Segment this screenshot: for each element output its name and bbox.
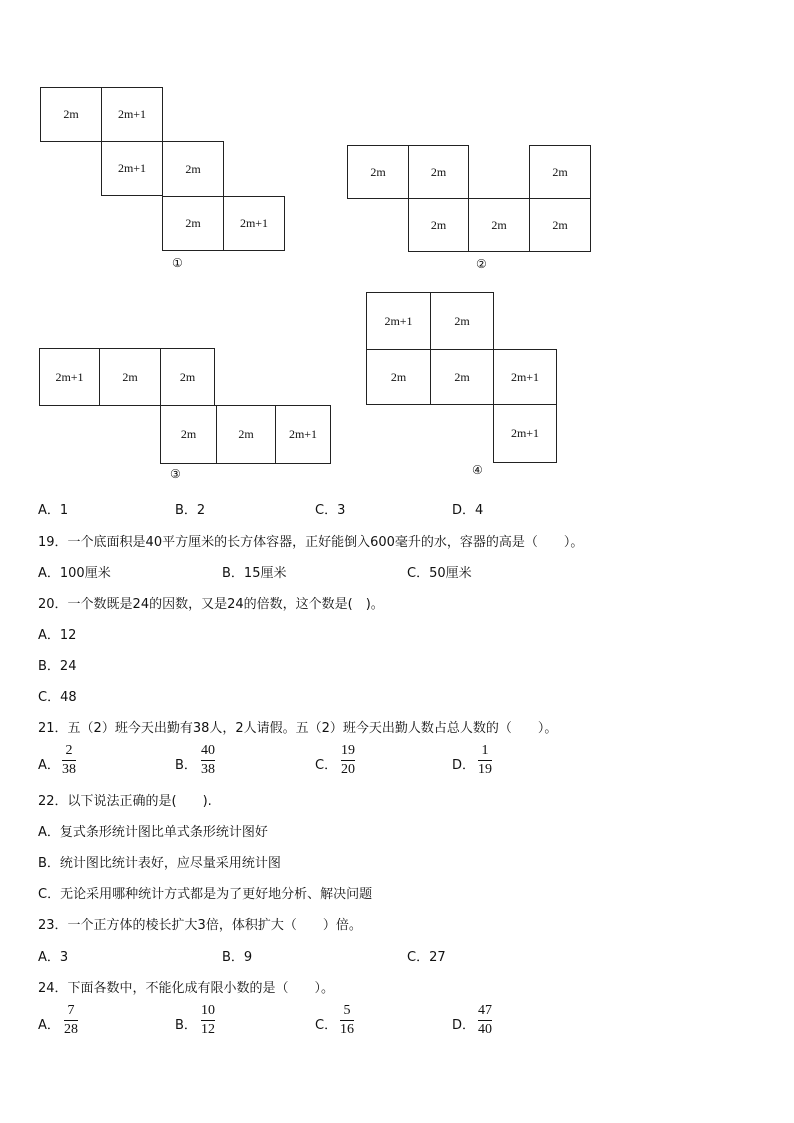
fraction [64,1003,78,1038]
net-cell: 2m [468,198,530,252]
numerator: 2 [65,743,73,758]
net-label: ④ [472,463,483,477]
fraction [478,743,492,778]
net-cell: 2m [366,349,431,405]
net-label: ③ [170,467,181,481]
net-cell: 2m+1 [366,292,431,350]
q20-option-b[interactable]: B．24 [38,659,77,674]
net-cell: 2m [347,145,409,199]
net-cell: 2m+1 [223,196,285,251]
fraction [201,743,215,778]
option-letter: A． [38,1018,60,1033]
net-cell: 2m [162,141,224,197]
denominator: 38 [62,762,76,777]
q23-option-b[interactable]: B．9 [222,950,253,965]
q20-option-c[interactable]: C．48 [38,690,77,705]
option-letter: A． [38,758,60,773]
net-cell: 2m+1 [101,141,163,196]
fraction [341,743,355,778]
denominator: 16 [340,1022,354,1037]
denominator: 28 [64,1022,78,1037]
q18-option-a[interactable]: A．1 [38,503,69,518]
option-letter: B． [175,1018,197,1033]
denominator: 40 [478,1022,492,1037]
q19-text: 19．一个底面积是40平方厘米的长方体容器，正好能倒入600毫升的水，容器的高是（ ）。 [38,535,584,550]
net-cell: 2m [216,405,276,464]
net-cell: 2m [408,145,469,199]
denominator: 20 [341,762,355,777]
net-cell: 2m+1 [39,348,100,406]
numerator: 40 [201,743,215,758]
numerator: 47 [478,1003,492,1018]
net-cell: 2m [529,198,591,252]
option-letter: C． [315,1018,338,1033]
q19-option-c[interactable]: C．50厘米 [407,566,472,581]
fraction [340,1003,354,1038]
net-cell: 2m [430,349,494,405]
q22-option-a[interactable]: A．复式条形统计图比单式条形统计图好 [38,825,268,840]
q23-option-c[interactable]: C．27 [407,950,446,965]
fraction [62,743,76,778]
q19-option-b[interactable]: B．15厘米 [222,566,287,581]
net-cell: 2m [430,292,494,350]
q21-text: 21．五（2）班今天出勤有38人，2人请假。五（2）班今天出勤人数占总人数的（ ）。 [38,721,558,736]
denominator: 12 [201,1022,215,1037]
net-cell: 2m+1 [275,405,331,464]
q22-option-b[interactable]: B．统计图比统计表好，应尽量采用统计图 [38,856,281,871]
net-cell: 2m+1 [101,87,163,142]
q18-option-d[interactable]: D．4 [452,503,484,518]
denominator: 19 [478,762,492,777]
net-cell: 2m+1 [493,404,557,463]
numerator: 1 [481,743,489,758]
q23-text: 23．一个正方体的棱长扩大3倍，体积扩大（ ）倍。 [38,918,362,933]
net-label: ② [476,257,487,271]
net-cell: 2m [160,405,217,464]
net-cell: 2m [160,348,215,406]
q22-option-c[interactable]: C．无论采用哪种统计方式都是为了更好地分析、解决问题 [38,887,373,902]
net-cell: 2m [408,198,469,252]
net-cell: 2m [40,87,102,142]
q23-option-a[interactable]: A．3 [38,950,69,965]
numerator: 10 [201,1003,215,1018]
numerator: 19 [341,743,355,758]
q24-text: 24．下面各数中，不能化成有限小数的是（ ）。 [38,981,335,996]
option-letter: B． [175,758,197,773]
denominator: 38 [201,762,215,777]
option-letter: D． [452,1018,476,1033]
q22-text: 22．以下说法正确的是( ). [38,794,212,809]
q19-option-a[interactable]: A．100厘米 [38,566,111,581]
option-letter: D． [452,758,476,773]
net-label: ① [172,256,183,270]
q18-option-b[interactable]: B．2 [175,503,206,518]
net-cell: 2m+1 [493,349,557,405]
net-cell: 2m [529,145,591,199]
numerator: 7 [67,1003,75,1018]
q20-option-a[interactable]: A．12 [38,628,77,643]
fraction [201,1003,215,1038]
net-cell: 2m [99,348,161,406]
q18-option-c[interactable]: C．3 [315,503,346,518]
numerator: 5 [343,1003,351,1018]
net-cell: 2m [162,196,224,251]
fraction [478,1003,492,1038]
option-letter: C． [315,758,338,773]
q20-text: 20．一个数既是24的因数，又是24的倍数，这个数是( )。 [38,597,384,612]
